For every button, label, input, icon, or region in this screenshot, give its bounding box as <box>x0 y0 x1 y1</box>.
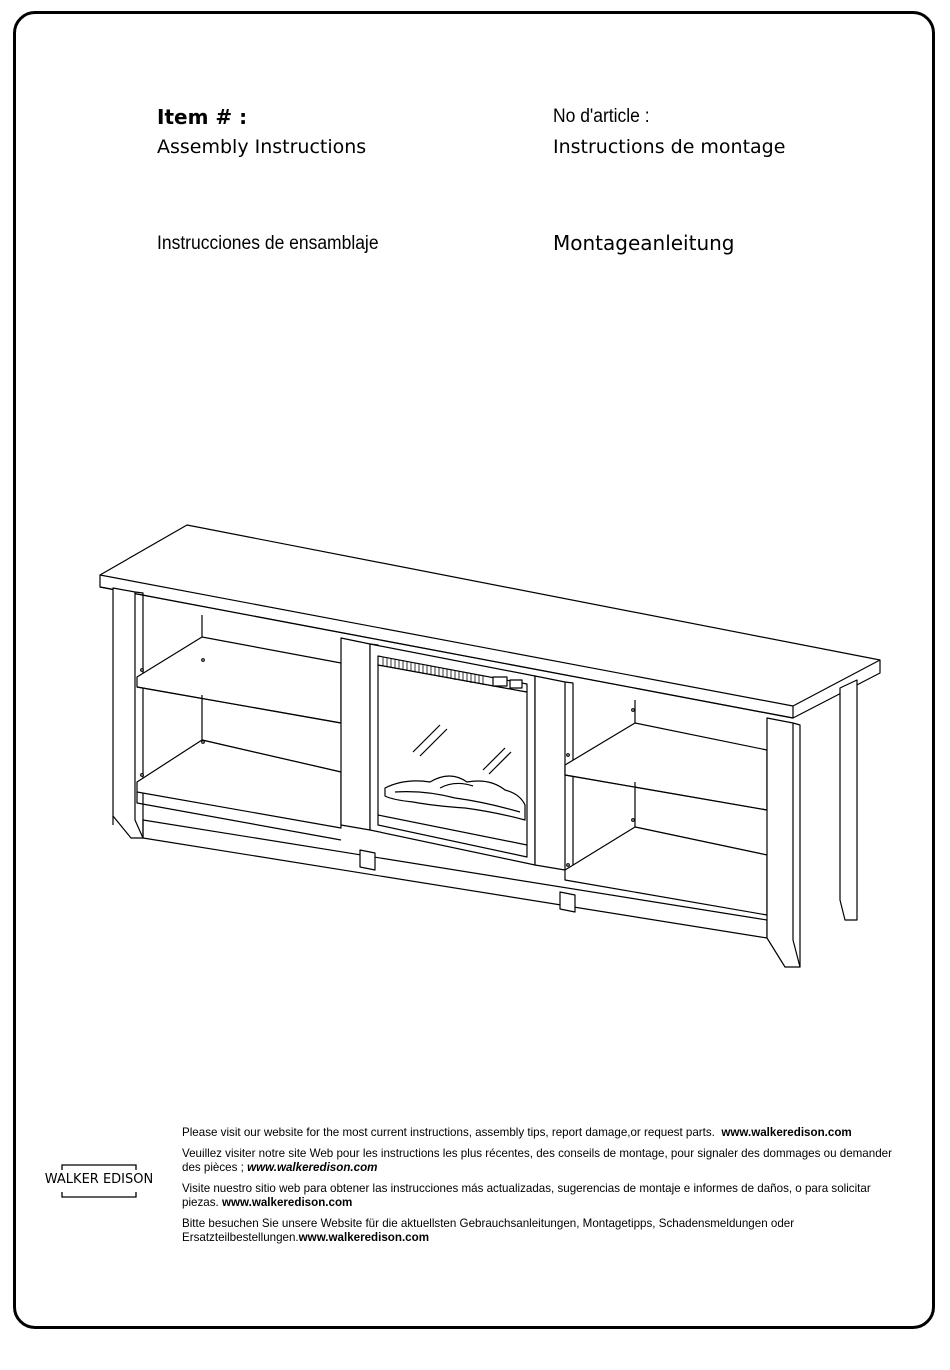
item-number-label-fr: No d'article : <box>553 106 650 127</box>
note-spanish <box>182 1182 910 1210</box>
note-spanish-text: Visite nuestro sitio web para obtener las instrucciones más actualizadas, sugerencias de montaje e informes de daños, o para solicitar piezas. <box>182 1182 871 1209</box>
center-leg-left <box>360 850 375 870</box>
tv-stand-illustration <box>95 520 885 970</box>
right-back-leg <box>840 680 857 920</box>
title-english: Assembly Instructions <box>157 136 367 158</box>
title-german: Montageanleitung <box>553 231 735 255</box>
left-side-panel <box>113 588 143 838</box>
website-link-en[interactable]: www.walkeredison.com <box>721 1126 852 1139</box>
center-leg-right <box>560 892 575 912</box>
note-german-text: Bitte besuchen Sie unsere Website für die aktuellsten Gebrauchsanleitungen, Montagetipps, Schadensmeldungen oder Ersatzteilbestellungen. <box>182 1217 795 1244</box>
note-english-text: Please visit our website for the most current instructions, assembly tips, report damage,or request parts. <box>182 1126 715 1139</box>
website-link-fr[interactable]: www.walkeredison.com <box>247 1161 378 1174</box>
title-spanish: Instrucciones de ensamblaje <box>157 233 379 254</box>
website-notes <box>182 1126 910 1252</box>
walker-edison-logo <box>38 1162 160 1200</box>
note-english <box>182 1126 910 1140</box>
left-bottom-shelf <box>137 740 341 828</box>
right-shelf <box>565 723 767 810</box>
right-bottom-shelf <box>565 827 767 915</box>
center-divider-right <box>535 676 565 870</box>
title-french: Instructions de montage <box>553 136 786 158</box>
note-french-text: Veuillez visiter notre site Web pour les instructions les plus récentes, des conseils de montage, pour signaler des dommages ou demander des pièces ; <box>182 1147 892 1174</box>
left-shelf <box>137 637 341 723</box>
note-german <box>182 1217 910 1245</box>
website-link-es[interactable]: www.walkeredison.com <box>221 1196 353 1209</box>
right-side-panel <box>767 718 800 967</box>
note-french <box>182 1147 910 1175</box>
center-divider-left <box>341 638 370 830</box>
item-number-label: Item # : <box>157 105 248 129</box>
logo-text: WALKER EDISON <box>44 1172 154 1187</box>
website-link-de[interactable]: www.walkeredison.com <box>298 1231 430 1244</box>
